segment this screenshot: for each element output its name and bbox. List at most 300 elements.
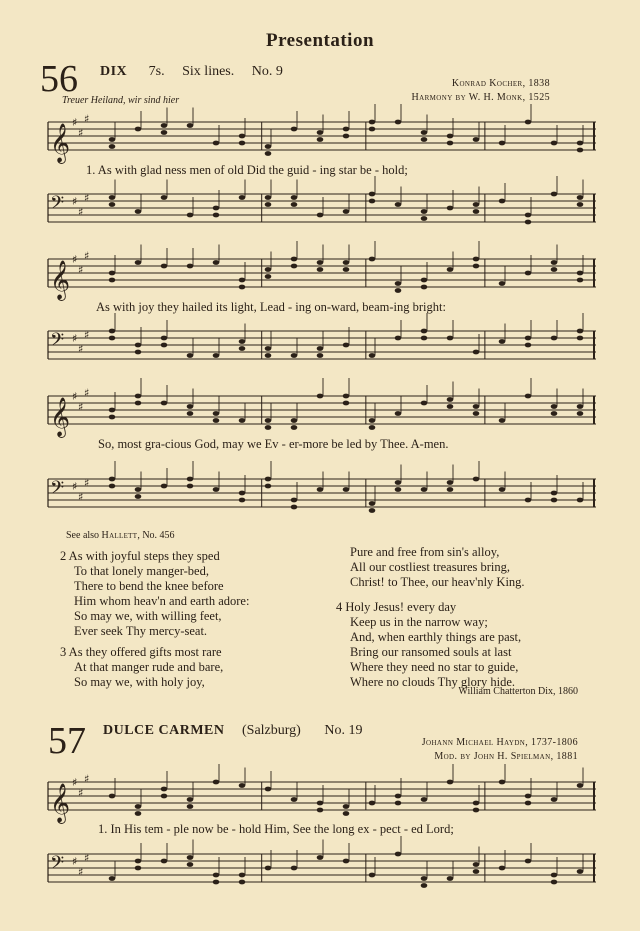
note-head bbox=[395, 801, 402, 806]
note-head bbox=[577, 411, 584, 416]
hymn-56-system-3-bass bbox=[48, 475, 596, 515]
sharp-icon: ♯ bbox=[78, 865, 84, 879]
note-head bbox=[447, 336, 454, 341]
sharp-icon: ♯ bbox=[72, 390, 78, 403]
note-head bbox=[473, 477, 480, 482]
hymn-57-ref: No. 19 bbox=[324, 723, 363, 738]
note-head bbox=[265, 151, 272, 156]
note-head bbox=[447, 487, 454, 492]
note-head bbox=[551, 498, 558, 503]
note-head bbox=[161, 343, 168, 348]
sharp-icon: ♯ bbox=[84, 249, 90, 263]
note-head bbox=[161, 195, 168, 200]
sharp-icon: ♯ bbox=[84, 386, 90, 400]
note-head bbox=[213, 260, 220, 265]
note-head bbox=[109, 408, 116, 413]
note-head bbox=[395, 281, 402, 286]
note-head bbox=[447, 404, 454, 409]
note-head bbox=[343, 209, 350, 214]
sharp-icon: ♯ bbox=[78, 126, 84, 140]
sharp-icon: ♯ bbox=[78, 263, 84, 277]
verse-line: Ever seek Thy mercy-seat. bbox=[74, 624, 208, 638]
note-head bbox=[577, 148, 584, 153]
note-head bbox=[291, 353, 298, 358]
note-head bbox=[161, 787, 168, 792]
note-head bbox=[291, 127, 298, 132]
treble-clef-icon: 𝄞 bbox=[50, 123, 71, 163]
note-head bbox=[369, 127, 376, 132]
note-head bbox=[187, 477, 194, 482]
sharp-icon: ♯ bbox=[78, 205, 84, 219]
note-head bbox=[317, 801, 324, 806]
bass-clef-icon: 𝄢 bbox=[50, 193, 65, 218]
note-head bbox=[291, 195, 298, 200]
note-head bbox=[135, 127, 142, 132]
note-head bbox=[265, 866, 272, 871]
note-head bbox=[239, 880, 246, 885]
note-head bbox=[109, 477, 116, 482]
note-head bbox=[161, 123, 168, 128]
note-head bbox=[421, 285, 428, 290]
note-head bbox=[213, 141, 220, 146]
note-head bbox=[109, 484, 116, 489]
note-head bbox=[343, 401, 350, 406]
hymn-56-lyric-line-2: As with joy they hailed its light, Lead - ing on-ward, beam-ing bright: bbox=[96, 300, 446, 314]
note-head bbox=[187, 797, 194, 802]
note-head bbox=[551, 411, 558, 416]
note-head bbox=[291, 418, 298, 423]
note-head bbox=[265, 144, 272, 149]
note-head bbox=[499, 780, 506, 785]
note-head bbox=[317, 353, 324, 358]
note-head bbox=[239, 418, 246, 423]
sharp-icon: ♯ bbox=[72, 776, 78, 789]
treble-clef-icon: 𝄞 bbox=[50, 260, 71, 300]
note-head bbox=[395, 411, 402, 416]
note-head bbox=[395, 288, 402, 293]
hymn-56-tune-name: DIX bbox=[100, 64, 128, 79]
see-also-ref: No. 456 bbox=[142, 530, 175, 541]
note-head bbox=[213, 206, 220, 211]
note-head bbox=[473, 350, 480, 355]
note-head bbox=[421, 329, 428, 334]
note-head bbox=[421, 487, 428, 492]
note-head bbox=[577, 336, 584, 341]
note-head bbox=[369, 192, 376, 197]
note-head bbox=[187, 804, 194, 809]
note-head bbox=[577, 195, 584, 200]
note-head bbox=[239, 491, 246, 496]
hymn-56-harmonizer: Harmony by W. H. Monk, 1525 bbox=[411, 92, 550, 103]
note-head bbox=[395, 120, 402, 125]
note-head bbox=[317, 260, 324, 265]
note-head bbox=[525, 336, 532, 341]
note-head bbox=[473, 411, 480, 416]
note-head bbox=[187, 264, 194, 269]
note-head bbox=[239, 498, 246, 503]
note-head bbox=[395, 487, 402, 492]
note-head bbox=[395, 480, 402, 485]
note-head bbox=[213, 780, 220, 785]
hymn-57-tune-name: DULCE CARMEN bbox=[103, 723, 225, 738]
note-head bbox=[109, 144, 116, 149]
verse-line: At that manger rude and bare, bbox=[74, 660, 224, 674]
sharp-icon: ♯ bbox=[78, 786, 84, 800]
hymn-56-system-1-treble bbox=[48, 112, 596, 163]
hymn-56-system-1-bass bbox=[48, 190, 596, 230]
note-head bbox=[135, 401, 142, 406]
note-head bbox=[447, 141, 454, 146]
hymn-56-meter: 7s. bbox=[148, 64, 165, 79]
note-head bbox=[473, 264, 480, 269]
note-head bbox=[239, 873, 246, 878]
note-head bbox=[525, 498, 532, 503]
bass-clef-icon: 𝄢 bbox=[50, 478, 65, 503]
note-head bbox=[473, 257, 480, 262]
note-head bbox=[135, 859, 142, 864]
note-head bbox=[447, 267, 454, 272]
hymn-56-lyric-line-3: So, most gra-cious God, may we Ev - er-more be led by Thee. A-men. bbox=[98, 437, 449, 451]
note-head bbox=[161, 130, 168, 135]
note-head bbox=[343, 811, 350, 816]
note-head bbox=[135, 804, 142, 809]
verse-line: Bring our ransomed souls at last bbox=[350, 645, 512, 659]
verse-line: All our costliest treasures bring, bbox=[350, 560, 511, 574]
note-head bbox=[473, 404, 480, 409]
page-header: Presentation bbox=[265, 30, 375, 51]
note-head bbox=[447, 780, 454, 785]
note-head bbox=[187, 353, 194, 358]
note-head bbox=[525, 220, 532, 225]
note-head bbox=[187, 213, 194, 218]
note-head bbox=[525, 394, 532, 399]
note-head bbox=[317, 346, 324, 351]
note-head bbox=[213, 411, 220, 416]
note-head bbox=[499, 418, 506, 423]
note-head bbox=[109, 794, 116, 799]
note-head bbox=[369, 801, 376, 806]
note-head bbox=[577, 271, 584, 276]
note-head bbox=[265, 195, 272, 200]
note-head bbox=[499, 141, 506, 146]
note-head bbox=[317, 487, 324, 492]
note-head bbox=[161, 794, 168, 799]
verse-line: 3 As they offered gifts most rare bbox=[60, 645, 222, 659]
verse-line: Him whom heav'n and earth adore: bbox=[74, 594, 250, 608]
note-head bbox=[525, 120, 532, 125]
note-head bbox=[343, 127, 350, 132]
note-head bbox=[265, 202, 272, 207]
note-head bbox=[135, 343, 142, 348]
note-head bbox=[577, 202, 584, 207]
hymn-57-composer: Johann Michael Haydn, 1737-1806 bbox=[421, 737, 578, 748]
see-also-prefix: See also bbox=[66, 530, 100, 541]
note-head bbox=[577, 278, 584, 283]
note-head bbox=[317, 130, 324, 135]
note-head bbox=[161, 401, 168, 406]
note-head bbox=[213, 353, 220, 358]
note-head bbox=[265, 787, 272, 792]
note-head bbox=[525, 859, 532, 864]
note-head bbox=[291, 505, 298, 510]
note-head bbox=[499, 866, 506, 871]
note-head bbox=[473, 202, 480, 207]
note-head bbox=[239, 783, 246, 788]
note-head bbox=[291, 264, 298, 269]
note-head bbox=[265, 425, 272, 430]
note-head bbox=[109, 329, 116, 334]
verse-line: Pure and free from sin's alloy, bbox=[350, 545, 500, 559]
note-head bbox=[109, 271, 116, 276]
verse-line: 4 Holy Jesus! every day bbox=[336, 600, 457, 614]
note-head bbox=[551, 873, 558, 878]
note-head bbox=[551, 336, 558, 341]
note-head bbox=[577, 498, 584, 503]
note-head bbox=[317, 808, 324, 813]
sharp-icon: ♯ bbox=[72, 116, 78, 129]
note-head bbox=[239, 195, 246, 200]
note-head bbox=[369, 418, 376, 423]
note-head bbox=[317, 213, 324, 218]
note-head bbox=[421, 278, 428, 283]
note-head bbox=[473, 209, 480, 214]
note-head bbox=[421, 876, 428, 881]
note-head bbox=[421, 883, 428, 888]
treble-clef-icon: 𝄞 bbox=[50, 783, 71, 823]
note-head bbox=[369, 257, 376, 262]
note-head bbox=[551, 267, 558, 272]
note-head bbox=[291, 866, 298, 871]
note-head bbox=[421, 797, 428, 802]
note-head bbox=[525, 794, 532, 799]
note-head bbox=[109, 137, 116, 142]
bass-clef-icon: 𝄢 bbox=[50, 853, 65, 878]
note-head bbox=[525, 271, 532, 276]
note-head bbox=[239, 285, 246, 290]
verse-line: To that lonely manger-bed, bbox=[74, 564, 209, 578]
sharp-icon: ♯ bbox=[84, 112, 90, 126]
note-head bbox=[213, 213, 220, 218]
verse-line: Where no clouds Thy glory hide. bbox=[350, 675, 516, 689]
note-head bbox=[577, 404, 584, 409]
hymn-56-composer: Konrad Kocher, 1838 bbox=[451, 78, 550, 89]
note-head bbox=[421, 137, 428, 142]
note-head bbox=[317, 855, 324, 860]
hymn-56-system-2-bass bbox=[48, 327, 596, 367]
note-head bbox=[109, 278, 116, 283]
hymn-56-first-line-german: Treuer Heiland, wir sind hier bbox=[62, 95, 180, 106]
note-head bbox=[551, 192, 558, 197]
note-head bbox=[447, 397, 454, 402]
note-head bbox=[343, 267, 350, 272]
note-head bbox=[291, 257, 298, 262]
hymn-56-meter-note: Six lines. bbox=[182, 64, 235, 79]
verse-line: 2 As with joyful steps they sped bbox=[60, 549, 220, 563]
note-head bbox=[551, 797, 558, 802]
note-head bbox=[187, 484, 194, 489]
note-head bbox=[343, 260, 350, 265]
hymn-57-modifier: Mod. by John H. Spielman, 1881 bbox=[434, 751, 578, 762]
verse-line: And, when earthly things are past, bbox=[350, 630, 522, 644]
note-head bbox=[265, 274, 272, 279]
note-head bbox=[265, 418, 272, 423]
note-head bbox=[291, 425, 298, 430]
note-head bbox=[343, 343, 350, 348]
note-head bbox=[265, 477, 272, 482]
sharp-icon: ♯ bbox=[72, 253, 78, 266]
note-head bbox=[291, 797, 298, 802]
note-head bbox=[447, 876, 454, 881]
note-head bbox=[499, 199, 506, 204]
note-head bbox=[473, 862, 480, 867]
note-head bbox=[525, 801, 532, 806]
verse-line: Christ! to Thee, our heav'nly King. bbox=[350, 575, 525, 589]
bass-clef-icon: 𝄢 bbox=[50, 330, 65, 355]
note-head bbox=[421, 130, 428, 135]
note-head bbox=[551, 404, 558, 409]
note-head bbox=[551, 141, 558, 146]
note-head bbox=[447, 480, 454, 485]
hymn-56-see-also: See also Hallett, No. 456 bbox=[66, 530, 175, 541]
sharp-icon: ♯ bbox=[84, 772, 90, 786]
note-head bbox=[343, 394, 350, 399]
note-head bbox=[395, 202, 402, 207]
note-head bbox=[213, 418, 220, 423]
sharp-icon: ♯ bbox=[78, 490, 84, 504]
verse-line: So may we, with holy joy, bbox=[74, 675, 205, 689]
note-head bbox=[395, 794, 402, 799]
sharp-icon: ♯ bbox=[72, 855, 78, 868]
note-head bbox=[343, 487, 350, 492]
note-head bbox=[239, 339, 246, 344]
hymn-56-lyric-line-1: 1. As with glad ness men of old Did the guid - ing star be - hold; bbox=[86, 163, 408, 177]
treble-clef-icon: 𝄞 bbox=[50, 397, 71, 437]
hymn-56-system-2-treble bbox=[48, 249, 596, 300]
note-head bbox=[135, 494, 142, 499]
sharp-icon: ♯ bbox=[78, 400, 84, 414]
verse-line: Keep us in the narrow way; bbox=[350, 615, 488, 629]
hymn-56-verse-4 bbox=[336, 600, 521, 690]
note-head bbox=[421, 216, 428, 221]
note-head bbox=[499, 487, 506, 492]
note-head bbox=[135, 350, 142, 355]
note-head bbox=[421, 209, 428, 214]
note-head bbox=[161, 264, 168, 269]
note-head bbox=[109, 195, 116, 200]
note-head bbox=[473, 801, 480, 806]
hymn-57-system-1-bass bbox=[48, 850, 596, 890]
note-head bbox=[135, 394, 142, 399]
note-head bbox=[291, 498, 298, 503]
note-head bbox=[135, 487, 142, 492]
note-head bbox=[187, 855, 194, 860]
note-head bbox=[135, 811, 142, 816]
note-head bbox=[473, 808, 480, 813]
note-head bbox=[161, 859, 168, 864]
note-head bbox=[239, 134, 246, 139]
note-head bbox=[369, 501, 376, 506]
hymn-57-tune-alt: (Salzburg) bbox=[242, 723, 301, 738]
note-head bbox=[525, 343, 532, 348]
note-head bbox=[239, 141, 246, 146]
note-head bbox=[421, 336, 428, 341]
note-head bbox=[551, 880, 558, 885]
note-head bbox=[473, 869, 480, 874]
note-head bbox=[265, 346, 272, 351]
hymn-56-verse-3-continued bbox=[336, 545, 525, 590]
note-head bbox=[395, 852, 402, 857]
note-head bbox=[343, 804, 350, 809]
note-head bbox=[265, 484, 272, 489]
hymn-56-system-3-treble bbox=[48, 386, 596, 437]
note-head bbox=[135, 209, 142, 214]
sharp-icon: ♯ bbox=[84, 328, 90, 342]
see-also-tune: Hallett bbox=[101, 530, 138, 541]
hymn-57-system-1-treble bbox=[48, 772, 596, 823]
note-head bbox=[577, 869, 584, 874]
note-head bbox=[369, 353, 376, 358]
note-head bbox=[317, 137, 324, 142]
hymn-56-ref: No. 9 bbox=[251, 64, 283, 79]
note-head bbox=[369, 508, 376, 513]
note-head bbox=[577, 141, 584, 146]
note-head bbox=[109, 202, 116, 207]
note-head bbox=[577, 329, 584, 334]
verse-line: There to bend the knee before bbox=[74, 579, 224, 593]
hymn-56-author: William Chatterton Dix, 1860 bbox=[458, 686, 578, 697]
note-head bbox=[577, 783, 584, 788]
note-head bbox=[369, 873, 376, 878]
note-head bbox=[473, 137, 480, 142]
note-head bbox=[499, 339, 506, 344]
hymn-57-number: 57 bbox=[48, 720, 86, 762]
note-head bbox=[551, 260, 558, 265]
note-head bbox=[421, 401, 428, 406]
note-head bbox=[213, 873, 220, 878]
note-head bbox=[265, 353, 272, 358]
note-head bbox=[369, 425, 376, 430]
note-head bbox=[161, 336, 168, 341]
note-head bbox=[265, 267, 272, 272]
hymn-56-tune-line bbox=[100, 64, 283, 80]
verse-line: So may we, with willing feet, bbox=[74, 609, 222, 623]
note-head bbox=[551, 491, 558, 496]
note-head bbox=[187, 404, 194, 409]
sharp-icon: ♯ bbox=[72, 480, 78, 493]
note-head bbox=[109, 415, 116, 420]
sharp-icon: ♯ bbox=[72, 195, 78, 208]
note-head bbox=[239, 278, 246, 283]
note-head bbox=[317, 267, 324, 272]
note-head bbox=[187, 862, 194, 867]
note-head bbox=[395, 336, 402, 341]
hymn-56-verse-2 bbox=[60, 549, 249, 639]
note-head bbox=[239, 346, 246, 351]
sharp-icon: ♯ bbox=[78, 342, 84, 356]
note-head bbox=[499, 281, 506, 286]
note-head bbox=[135, 260, 142, 265]
note-head bbox=[343, 859, 350, 864]
note-head bbox=[109, 336, 116, 341]
note-head bbox=[213, 880, 220, 885]
note-head bbox=[161, 484, 168, 489]
sharp-icon: ♯ bbox=[84, 851, 90, 865]
sharp-icon: ♯ bbox=[72, 332, 78, 345]
note-head bbox=[343, 134, 350, 139]
note-head bbox=[525, 213, 532, 218]
note-head bbox=[291, 202, 298, 207]
note-head bbox=[135, 866, 142, 871]
